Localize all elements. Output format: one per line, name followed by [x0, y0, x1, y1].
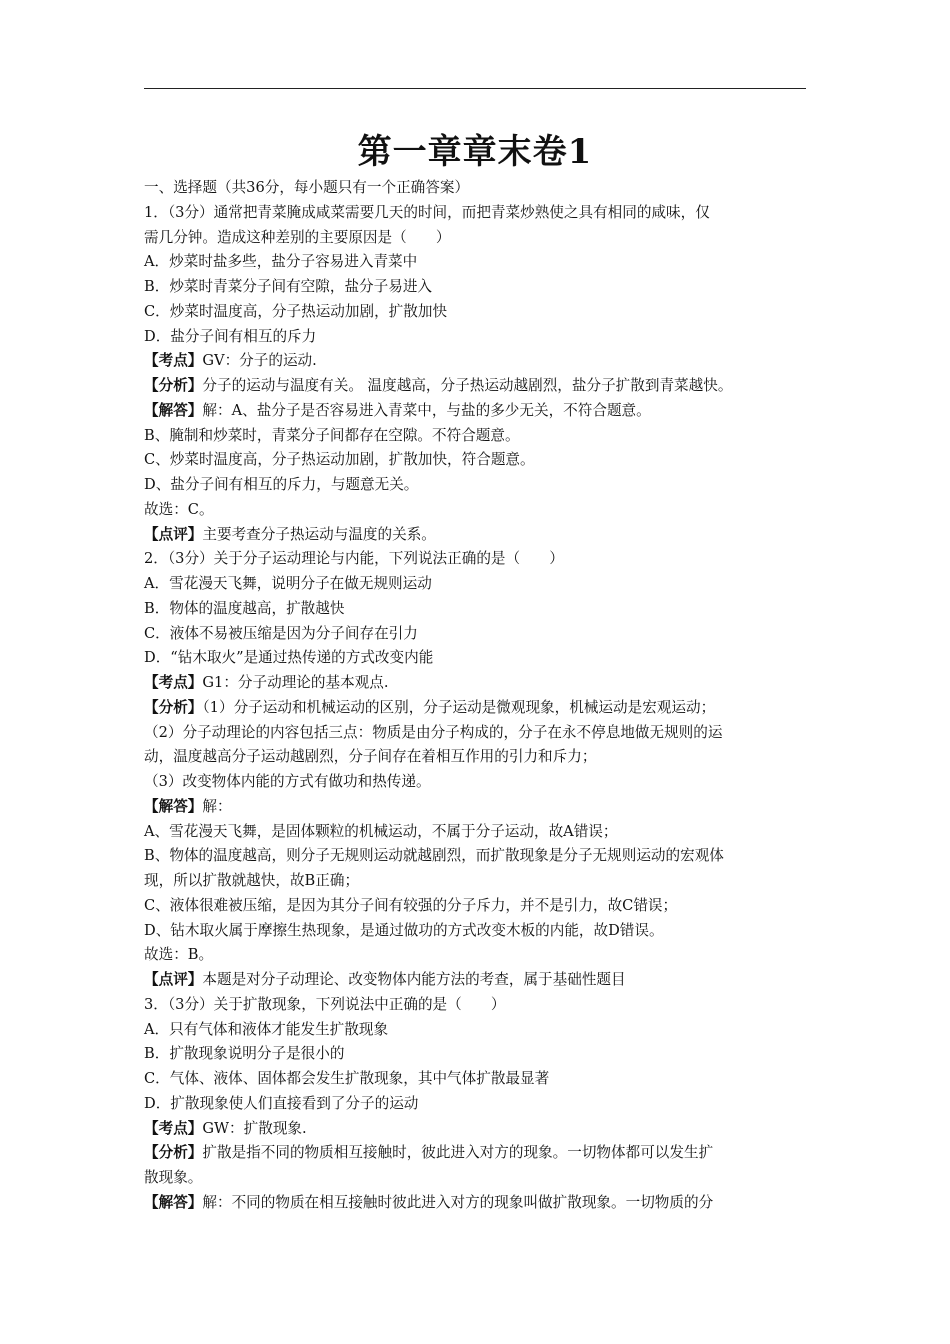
line-text: 主要考查分子热运动与温度的关系。 — [202, 525, 436, 543]
text-line — [144, 721, 824, 746]
line-text: 解：不同的物质在相互接触时彼此进入对方的现象叫做扩散现象。一切物质的分 — [202, 1193, 714, 1211]
line-text: D、盐分子间有相互的斥力，与题意无关。 — [144, 476, 419, 493]
line-text: B、腌制和炒菜时，青菜分子间都存在空隙。不符合题意。 — [144, 426, 520, 444]
line-text: （3）改变物体内能的方式有做功和热传递。 — [144, 773, 431, 790]
line-label: 【点评】 — [144, 971, 203, 988]
text-line — [144, 325, 824, 350]
line-text: B．物体的温度越高，扩散越快 — [144, 599, 345, 617]
text-line — [144, 201, 824, 226]
text-line — [144, 943, 824, 968]
text-line — [144, 498, 824, 523]
line-text: B．扩散现象说明分子是很小的 — [144, 1045, 345, 1063]
page-title: 第一章章末卷1 — [357, 132, 593, 172]
line-text: C、液体很难被压缩，是因为其分子间有较强的分子斥力，并不是引力，故C错误； — [144, 896, 678, 914]
header-rule — [144, 88, 806, 89]
text-line — [144, 696, 824, 721]
text-line — [144, 1166, 824, 1191]
line-text: D．扩散现象使人们直接看到了分子的运动 — [144, 1094, 419, 1112]
text-line — [144, 894, 824, 919]
text-line — [144, 448, 824, 473]
line-text: 本题是对分子动理论、改变物体内能方法的考查，属于基础性题目 — [202, 971, 626, 988]
line-text: G1：分子动理论的基本观点. — [202, 674, 389, 691]
line-label: 【考点】 — [144, 1119, 203, 1137]
line-label: 【解答】 — [144, 797, 203, 815]
line-text: A．只有气体和液体才能发生扩散现象 — [144, 1020, 389, 1038]
content-lines — [144, 201, 824, 1216]
line-text: A、雪花漫天飞舞，是固体颗粒的机械运动，不属于分子运动，故A错误； — [144, 822, 618, 840]
line-text: C．气体、液体、固体都会发生扩散现象，其中气体扩散最显著 — [144, 1070, 550, 1087]
line-text: A．雪花漫天飞舞，说明分子在做无规则运动 — [144, 575, 432, 592]
line-text: C．炒菜时温度高，分子热运动加剧，扩散加快 — [144, 302, 448, 320]
text-line — [144, 770, 824, 795]
line-label: 【解答】 — [144, 401, 203, 419]
text-line — [144, 399, 824, 424]
text-line — [144, 349, 824, 374]
text-line — [144, 473, 824, 498]
text-line — [144, 226, 824, 251]
text-line — [144, 572, 824, 597]
line-text: （1）分子运动和机械运动的区别，分子运动是微观现象，机械运动是宏观运动； — [202, 698, 716, 716]
text-line — [144, 1191, 824, 1216]
text-line — [144, 671, 824, 696]
line-text: D．“钻木取火”是通过热传递的方式改变内能 — [144, 649, 434, 667]
text-line — [144, 622, 824, 647]
line-label: 【分析】 — [144, 698, 203, 716]
text-line — [144, 597, 824, 622]
text-line — [144, 1042, 824, 1067]
line-text: 现，所以扩散就越快，故B正确； — [144, 872, 360, 889]
text-line — [144, 1018, 824, 1043]
text-line — [144, 374, 824, 399]
line-text: 解：A、盐分子是否容易进入青菜中，与盐的多少无关，不符合题意。 — [202, 401, 651, 419]
line-text: D、钻木取火属于摩擦生热现象，是通过做功的方式改变木板的内能，故D错误。 — [144, 921, 664, 939]
line-text: （2）分子动理论的内容包括三点：物质是由分子构成的，分子在永不停息地做无规则的运 — [144, 723, 723, 741]
line-label: 【考点】 — [144, 352, 203, 370]
text-line — [144, 1117, 824, 1142]
line-text: 分子的运动与温度有关。 温度越高，分子热运动越剧烈，盐分子扩散到青菜越快。 — [202, 377, 733, 394]
section-heading: 一、选择题（共36分，每小题只有一个正确答案） — [144, 179, 470, 196]
text-line — [144, 250, 824, 275]
line-label: 【考点】 — [144, 674, 203, 691]
document-body — [144, 176, 824, 1216]
text-line — [144, 523, 824, 548]
text-line — [144, 844, 824, 869]
line-label: 【分析】 — [144, 377, 203, 394]
text-line — [144, 1092, 824, 1117]
text-line — [144, 795, 824, 820]
line-text: D．盐分子间有相互的斥力 — [144, 327, 317, 345]
text-line — [144, 968, 824, 993]
text-line — [144, 547, 824, 572]
line-text: 需几分钟。造成这种差别的主要原因是（ ） — [144, 228, 451, 246]
line-text: B．炒菜时青菜分子间有空隙，盐分子易进入 — [144, 278, 433, 295]
line-text: 故选：C。 — [144, 500, 214, 518]
line-text: A．炒菜时盐多些，盐分子容易进入青菜中 — [144, 253, 418, 271]
text-line — [144, 646, 824, 671]
text-line — [144, 1067, 824, 1092]
text-line — [144, 919, 824, 944]
line-text: 故选：B。 — [144, 946, 214, 964]
text-line — [144, 993, 824, 1018]
line-text: B、物体的温度越高，则分子无规则运动就越剧烈，而扩散现象是分子无规则运动的宏观体 — [144, 847, 724, 865]
text-line — [144, 745, 824, 770]
line-text: 解： — [202, 797, 232, 815]
line-label: 【解答】 — [144, 1193, 203, 1211]
text-line — [144, 820, 824, 845]
line-text: 散现象。 — [144, 1169, 203, 1186]
line-text: C、炒菜时温度高，分子热运动加剧，扩散加快，符合题意。 — [144, 451, 535, 469]
text-line — [144, 424, 824, 449]
text-line — [144, 300, 824, 325]
text-line — [144, 1141, 824, 1166]
line-label: 【点评】 — [144, 525, 203, 543]
line-text: GV：分子的运动. — [202, 352, 317, 370]
line-text: 1．（3分）通常把青菜腌成咸菜需要几天的时间，而把青菜炒熟使之具有相同的咸味，仅 — [144, 203, 710, 221]
line-text: 动，温度越高分子运动越剧烈，分子间存在着相互作用的引力和斥力； — [144, 748, 597, 766]
line-text: 3．（3分）关于扩散现象，下列说法中正确的是（ ） — [144, 995, 506, 1013]
line-text: C．液体不易被压缩是因为分子间存在引力 — [144, 624, 418, 642]
line-text: GW：扩散现象. — [202, 1119, 307, 1137]
line-text: 2．（3分）关于分子运动理论与内能，下列说法正确的是（ ） — [144, 550, 564, 568]
text-line — [144, 275, 824, 300]
line-label: 【分析】 — [144, 1144, 203, 1162]
text-line — [144, 869, 824, 894]
line-text: 扩散是指不同的物质相互接触时，彼此进入对方的现象。一切物体都可以发生扩 — [202, 1144, 714, 1162]
